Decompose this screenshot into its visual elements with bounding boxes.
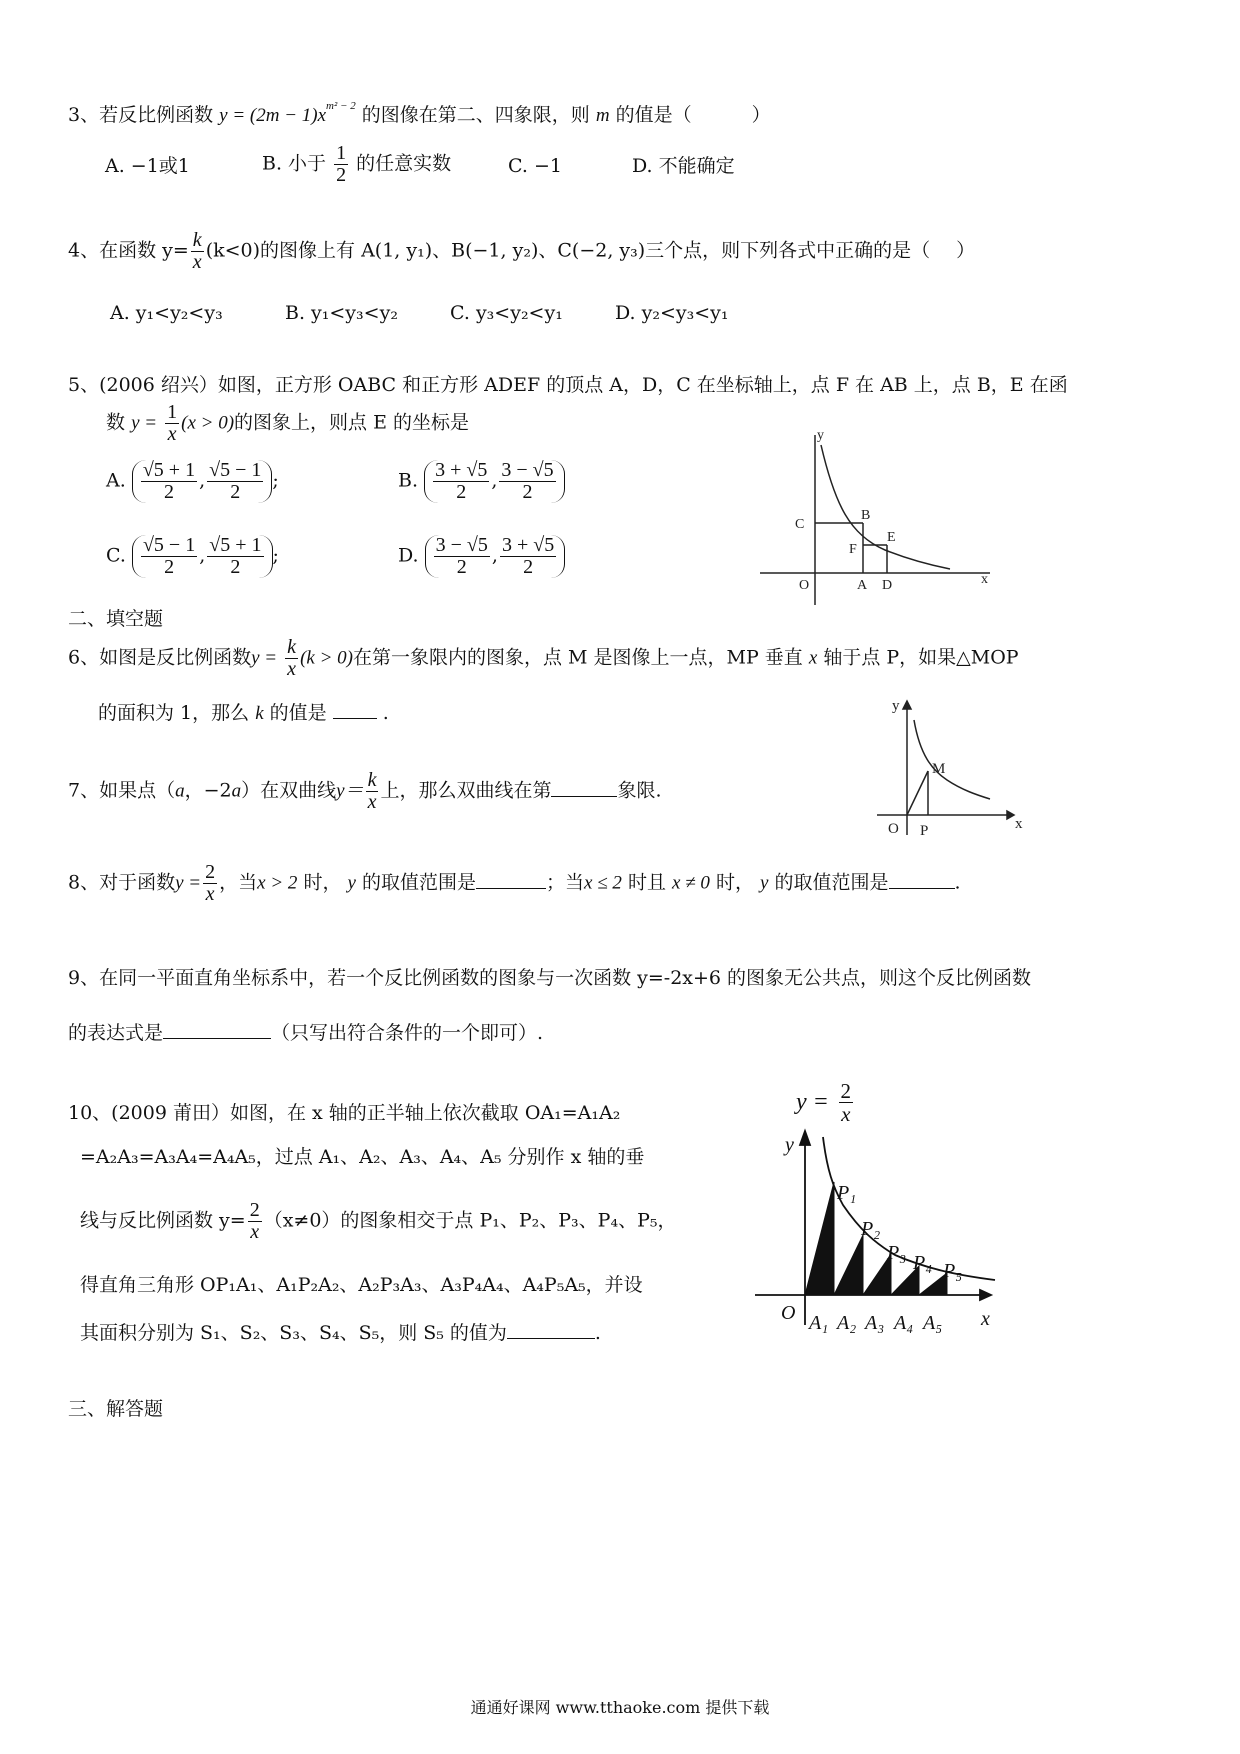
q6-y-arrow bbox=[903, 701, 911, 709]
q7-stem: 7、如果点（a，−2a）在双曲线y＝ $\frac{k}{x}$ 上，那么双曲线在第 象限. bbox=[68, 769, 662, 813]
q10-stem-line2: =A₂A₃=A₃A₄=A₄A₅，过点 A₁、A₂、A₃、A₄、A₅ 分别作 x 轴的垂 bbox=[80, 1146, 645, 1168]
q10-label-a4: A₄ bbox=[894, 1312, 914, 1334]
q10-label-a1: A₁ bbox=[809, 1312, 829, 1334]
q8-answer-blank-2[interactable] bbox=[889, 870, 955, 889]
q5-curve bbox=[821, 445, 950, 569]
q6-figure bbox=[872, 695, 1032, 845]
q4-option-c: C. y₃<y₂<y₁ bbox=[450, 302, 563, 324]
q6-label-y: y bbox=[892, 698, 900, 714]
q10-stem-line1: 10、(2009 莆田）如图，在 x 轴的正半轴上依次截取 OA₁=A₁A₂ bbox=[68, 1102, 621, 1124]
q5-label-b: B bbox=[861, 508, 871, 523]
q8-answer-blank-1[interactable] bbox=[476, 870, 546, 889]
q5-stem-line1: 5、(2006 绍兴）如图，正方形 OABC 和正方形 ADEF 的顶点 A，D，C 在坐标轴上，点 F 在 AB 上，点 B，E 在函 bbox=[68, 374, 1068, 396]
q6-label-x: x bbox=[1015, 816, 1023, 832]
q3-option-a: A. −1或1 bbox=[105, 155, 190, 177]
q5-label-d: D bbox=[882, 578, 893, 593]
q9-stem-line1: 9、在同一平面直角坐标系中，若一个反比例函数的图象与一次函数 y=-2x+6 的图象无公共点，则这个反比例函数 bbox=[68, 967, 1032, 989]
q10-stem-line5: 其面积分别为 S₁、S₂、S₃、S₄、S₅，则 S₅ 的值为 . bbox=[80, 1322, 601, 1344]
q6-label-m: M bbox=[932, 761, 946, 777]
q4-stem: 4、在函数 y= $\frac{k}{x}$ (k<0)的图像上有 A(1, y₁)、B(−1, y₂)、C(−2, y₃)三个点，则下列各式中正确的是（ ） bbox=[68, 229, 976, 273]
q10-label-p4: P₄ bbox=[913, 1252, 933, 1274]
q10-figure bbox=[755, 1125, 1015, 1340]
q5-label-a: A bbox=[857, 578, 868, 593]
q6-label-p: P bbox=[920, 823, 929, 839]
q4-option-d: D. y₂<y₃<y₁ bbox=[615, 302, 729, 324]
q10-label-a5: A₅ bbox=[923, 1312, 943, 1334]
q5-figure bbox=[755, 425, 1005, 610]
q10-curve bbox=[823, 1137, 995, 1280]
q4-option-a: A. y₁<y₂<y₃ bbox=[110, 302, 223, 324]
q6-stem-line2: 的面积为 1，那么 k 的值是 . bbox=[98, 702, 389, 724]
q6-x-arrow bbox=[1007, 811, 1014, 819]
q5-label-f: F bbox=[849, 542, 857, 557]
section-3-heading: 三、解答题 bbox=[68, 1398, 164, 1420]
q3-option-c: C. −1 bbox=[508, 155, 562, 177]
q10-triangle-2 bbox=[834, 1235, 863, 1295]
q6-segment-om bbox=[907, 771, 928, 815]
q6-answer-blank[interactable] bbox=[333, 700, 377, 719]
q10-figure-title: y = $\frac{2}{x}$ bbox=[796, 1079, 851, 1127]
q10-answer-blank[interactable] bbox=[507, 1320, 595, 1339]
page-footer: 通通好课网 www.tthaoke.com 提供下载 bbox=[470, 1698, 770, 1717]
q10-label-x: x bbox=[981, 1308, 990, 1330]
q10-label-p1: P₁ bbox=[837, 1182, 857, 1204]
q5-label-o: O bbox=[799, 578, 810, 593]
q10-label-a2: A₂ bbox=[837, 1312, 857, 1334]
q9-answer-blank[interactable] bbox=[163, 1020, 271, 1039]
q9-stem-line2: 的表达式是 （只写出符合条件的一个即可）. bbox=[68, 1022, 544, 1044]
section-2-heading: 二、填空题 bbox=[68, 608, 164, 630]
q5-stem-line2: 数 y = $\frac{1}{x}$ (x > 0)的图象上，则点 E 的坐标是 bbox=[106, 401, 469, 445]
q6-stem-line1: 6、如图是反比例函数y = $\frac{k}{x}$ (k > 0)在第一象限内的图象，点 M 是图像上一点，MP 垂直 x 轴于点 P，如果△MOP bbox=[68, 636, 1019, 680]
q5-label-c: C bbox=[795, 517, 805, 532]
q5-label-y: y bbox=[817, 428, 824, 443]
q3-stem: 3、若反比例函数 $y = (2m - 1)x^{m^2 - 2}$ 的图像在第二、四象限，则 m 的值是（ ） bbox=[68, 100, 771, 126]
q3-option-d: D. 不能确定 bbox=[632, 155, 735, 177]
q5-option-a: A. $\frac{√5 + 1}{2}$ , $\frac{√5 - 1}{2}$ ; bbox=[106, 459, 279, 503]
q10-stem-line3: 线与反比例函数 y= $\frac{2}{x}$ （x≠0）的图象相交于点 P₁、P₂、P₃、P₄、P₅， bbox=[80, 1199, 677, 1243]
q8-stem: 8、对于函数y = $\frac{2}{x}$ ，当x > 2 时， y 的取值范围是 ；当x ≤ 2 时且 x ≠ 0 时， y 的取值范围是 . bbox=[68, 861, 961, 905]
q5-option-b: B. $\frac{3 + √5}{2}$ , $\frac{3 - √5}{2}$ bbox=[398, 460, 565, 503]
q6-label-o: O bbox=[888, 821, 899, 837]
q10-stem-line4: 得直角三角形 OP₁A₁、A₁P₂A₂、A₂P₃A₃、A₃P₄A₄、A₄P₅A₅，并设 bbox=[80, 1274, 643, 1296]
q3-option-b: B. 小于 $\frac{1}{2}$ 的任意实数 bbox=[262, 142, 452, 186]
q5-option-d: D. $\frac{3 - √5}{2}$ , $\frac{3 + √5}{2}$ bbox=[398, 535, 565, 578]
q10-label-p2: P₂ bbox=[861, 1218, 881, 1240]
q6-curve bbox=[914, 720, 990, 799]
q5-label-e: E bbox=[887, 530, 896, 545]
q10-label-p3: P₃ bbox=[887, 1242, 907, 1264]
q10-triangle-1 bbox=[805, 1182, 834, 1295]
q10-label-a3: A₃ bbox=[865, 1312, 885, 1334]
q10-y-arrow bbox=[800, 1131, 810, 1145]
q5-label-x: x bbox=[981, 572, 988, 587]
q10-label-y: y bbox=[785, 1134, 794, 1156]
q7-answer-blank[interactable] bbox=[551, 778, 617, 797]
q5-option-c: C. $\frac{√5 - 1}{2}$ , $\frac{√5 + 1}{2}$ ; bbox=[106, 534, 279, 578]
q4-option-b: B. y₁<y₃<y₂ bbox=[285, 302, 398, 324]
q10-label-o: O bbox=[781, 1302, 796, 1324]
q10-x-arrow bbox=[980, 1290, 991, 1300]
q10-label-p5: P₅ bbox=[943, 1260, 963, 1282]
